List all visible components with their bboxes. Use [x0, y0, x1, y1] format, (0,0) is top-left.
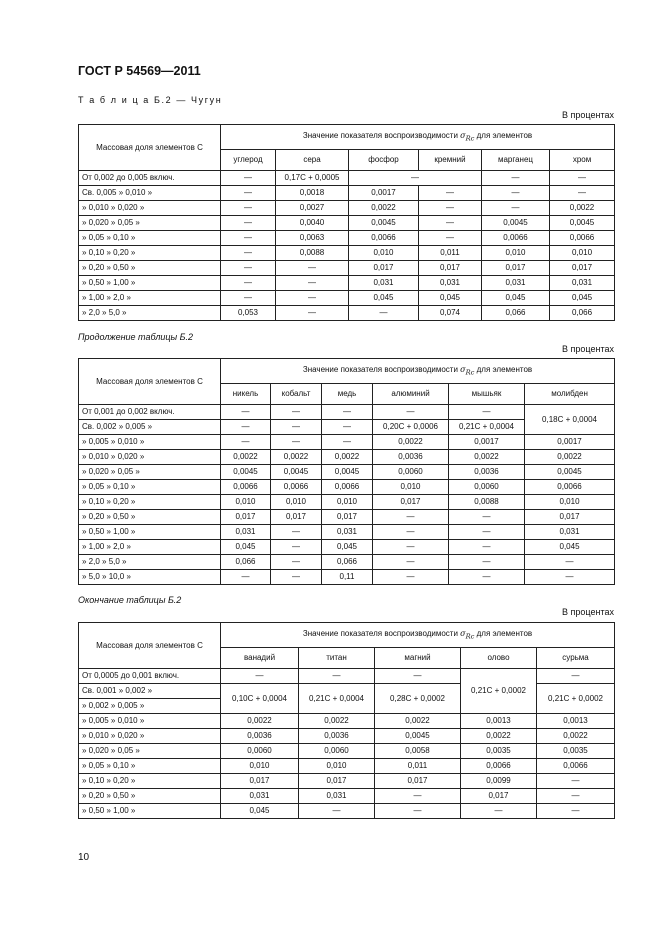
value-cell: 0,053	[221, 306, 276, 321]
value-cell: —	[221, 276, 276, 291]
column-header-element: сера	[276, 150, 349, 171]
value-cell: 0,0022	[373, 435, 449, 450]
table-row	[79, 405, 615, 420]
value-cell: —	[449, 510, 525, 525]
value-cell: 0,0035	[537, 744, 615, 759]
column-header-element: кобальт	[271, 384, 322, 405]
table-row	[79, 306, 615, 321]
table-row	[79, 291, 615, 306]
column-header-element: сурьма	[537, 648, 615, 669]
value-cell: —	[461, 804, 537, 819]
value-cell: —	[276, 276, 349, 291]
table-row	[79, 789, 615, 804]
value-cell: 0,0022	[550, 201, 615, 216]
column-header-element: молибден	[525, 384, 615, 405]
range-cell: » 0,010 » 0,020 »	[79, 729, 221, 744]
value-cell: 0,045	[419, 291, 482, 306]
table-row	[79, 729, 615, 744]
value-cell: —	[271, 525, 322, 540]
value-cell: —	[221, 246, 276, 261]
range-cell: Св. 0,005 » 0,010 »	[79, 186, 221, 201]
value-cell: —	[537, 669, 615, 684]
value-cell: 0,0066	[537, 759, 615, 774]
value-cell: 0,074	[419, 306, 482, 321]
value-cell: 0,011	[419, 246, 482, 261]
value-cell: —	[419, 186, 482, 201]
value-cell: —	[276, 306, 349, 321]
value-cell: —	[373, 525, 449, 540]
value-cell: —	[221, 405, 271, 420]
value-cell: 0,010	[221, 495, 271, 510]
value-cell: 0,031	[299, 789, 375, 804]
column-header-element: марганец	[482, 150, 550, 171]
value-cell: 0,010	[322, 495, 373, 510]
value-cell: 0,010	[221, 759, 299, 774]
value-cell: —	[322, 405, 373, 420]
value-cell: 0,0036	[449, 465, 525, 480]
value-cell: —	[271, 420, 322, 435]
value-cell: —	[271, 540, 322, 555]
table-row	[79, 510, 615, 525]
range-cell: » 0,002 » 0,005 »	[79, 699, 221, 714]
value-cell: —	[449, 405, 525, 420]
value-cell: 0,045	[322, 540, 373, 555]
range-cell: » 0,05 » 0,10 »	[79, 759, 221, 774]
value-cell: 0,010	[299, 759, 375, 774]
value-cell: —	[221, 171, 276, 186]
value-cell: 0,0060	[449, 480, 525, 495]
table-row	[79, 495, 615, 510]
column-header-mass-fraction: Массовая доля элементов С	[79, 125, 221, 171]
value-cell: —	[525, 570, 615, 585]
value-cell: —	[221, 216, 276, 231]
page-number: 10	[78, 852, 90, 863]
value-cell: —	[482, 186, 550, 201]
value-cell: 0,0022	[271, 450, 322, 465]
column-header-element: олово	[461, 648, 537, 669]
value-cell: 0,0040	[276, 216, 349, 231]
value-cell: —	[550, 171, 615, 186]
value-cell: 0,0045	[322, 465, 373, 480]
table-row	[79, 186, 615, 201]
value-cell: —	[221, 420, 271, 435]
column-header-element: углерод	[221, 150, 276, 171]
range-cell: Св. 0,001 » 0,002 »	[79, 684, 221, 699]
range-cell: » 0,10 » 0,20 »	[79, 495, 221, 510]
value-cell: 0,031	[221, 525, 271, 540]
value-cell: 0,0013	[461, 714, 537, 729]
value-cell: 0,0045	[375, 729, 461, 744]
value-cell: 0,017	[525, 510, 615, 525]
value-cell: 0,066	[482, 306, 550, 321]
value-cell: 0,0045	[525, 465, 615, 480]
table-row	[79, 540, 615, 555]
units-label-1: В процентах	[562, 110, 614, 120]
value-cell: 0,017	[322, 510, 373, 525]
value-cell: 0,017	[221, 774, 299, 789]
value-cell: —	[419, 201, 482, 216]
value-cell: 0,010	[550, 246, 615, 261]
value-cell: 0,0017	[349, 186, 419, 201]
column-group-header: Значение показателя воспроизводимости $\sigma_{Rc}$ для элементов	[221, 359, 615, 384]
value-cell: 0,20С + 0,0006	[373, 420, 449, 435]
value-cell: 0,031	[221, 789, 299, 804]
value-cell: 0,017	[271, 510, 322, 525]
value-cell-merged: 0,21С + 0,0004	[299, 684, 375, 714]
value-cell: —	[221, 291, 276, 306]
continuation-caption: Продолжение таблицы Б.2	[78, 332, 194, 342]
value-cell: 0,0013	[537, 714, 615, 729]
value-cell: 0,017	[373, 495, 449, 510]
value-cell: 0,0066	[271, 480, 322, 495]
end-caption: Окончание таблицы Б.2	[78, 595, 182, 605]
value-cell: 0,045	[221, 540, 271, 555]
value-cell: —	[373, 405, 449, 420]
value-cell: —	[482, 171, 550, 186]
value-cell: 0,0088	[276, 246, 349, 261]
value-cell: 0,031	[349, 276, 419, 291]
value-cell: 0,0066	[550, 231, 615, 246]
value-cell: 0,045	[482, 291, 550, 306]
value-cell: 0,010	[373, 480, 449, 495]
value-cell: 0,0045	[349, 216, 419, 231]
value-cell: —	[482, 201, 550, 216]
value-cell: 0,031	[482, 276, 550, 291]
table-row	[79, 759, 615, 774]
table-row	[79, 804, 615, 819]
value-cell: 0,0060	[221, 744, 299, 759]
column-header-element: кремний	[419, 150, 482, 171]
table-row	[79, 450, 615, 465]
value-cell: 0,0036	[221, 729, 299, 744]
value-cell: —	[349, 171, 482, 186]
value-cell-merged: 0,18С + 0,0004	[525, 405, 615, 435]
value-cell: 0,0018	[276, 186, 349, 201]
document-header: ГОСТ Р 54569—2011	[78, 64, 201, 78]
range-cell: » 0,005 » 0,010 »	[79, 714, 221, 729]
column-group-header: Значение показателя воспроизводимости $\sigma_{Rc}$ для элементов	[221, 623, 615, 648]
range-cell: » 2,0 » 5,0 »	[79, 306, 221, 321]
table-row	[79, 171, 615, 186]
column-header-element: медь	[322, 384, 373, 405]
value-cell: 0,0058	[375, 744, 461, 759]
value-cell: —	[349, 306, 419, 321]
range-cell: » 0,20 » 0,50 »	[79, 789, 221, 804]
range-cell: » 0,020 » 0,05 »	[79, 465, 221, 480]
range-cell: » 0,20 » 0,50 »	[79, 510, 221, 525]
value-cell: 0,0036	[299, 729, 375, 744]
value-cell: 0,0066	[322, 480, 373, 495]
units-label-3: В процентах	[562, 607, 614, 617]
range-cell: » 0,50 » 1,00 »	[79, 525, 221, 540]
value-cell: 0,0017	[525, 435, 615, 450]
value-cell: 0,010	[271, 495, 322, 510]
column-header-element: хром	[550, 150, 615, 171]
range-cell: » 0,50 » 1,00 »	[79, 804, 221, 819]
table-row	[79, 555, 615, 570]
value-cell: —	[375, 804, 461, 819]
value-cell: —	[221, 669, 299, 684]
value-cell: —	[276, 261, 349, 276]
value-cell: 0,0017	[449, 435, 525, 450]
range-cell: » 0,10 » 0,20 »	[79, 246, 221, 261]
value-cell: 0,045	[221, 804, 299, 819]
value-cell: 0,0035	[461, 744, 537, 759]
value-cell: 0,0022	[322, 450, 373, 465]
value-cell: 0,017	[550, 261, 615, 276]
range-cell: От 0,002 до 0,005 включ.	[79, 171, 221, 186]
value-cell: —	[449, 570, 525, 585]
range-cell: » 0,50 » 1,00 »	[79, 276, 221, 291]
value-cell: 0,0066	[221, 480, 271, 495]
value-cell: 0,010	[482, 246, 550, 261]
value-cell: —	[221, 201, 276, 216]
value-cell: —	[373, 510, 449, 525]
value-cell: —	[373, 555, 449, 570]
table-row	[79, 744, 615, 759]
range-cell: От 0,0005 до 0,001 включ.	[79, 669, 221, 684]
value-cell: 0,010	[349, 246, 419, 261]
value-cell: 0,066	[550, 306, 615, 321]
range-cell: » 0,020 » 0,05 »	[79, 744, 221, 759]
value-cell: 0,017	[419, 261, 482, 276]
table-row	[79, 714, 615, 729]
range-cell: » 0,10 » 0,20 »	[79, 774, 221, 789]
value-cell: —	[271, 435, 322, 450]
value-cell: 0,0022	[299, 714, 375, 729]
value-cell: —	[537, 804, 615, 819]
value-cell: 0,0060	[299, 744, 375, 759]
value-cell: —	[221, 261, 276, 276]
table-row	[79, 276, 615, 291]
value-cell: —	[271, 555, 322, 570]
table-row	[79, 774, 615, 789]
value-cell: 0,031	[322, 525, 373, 540]
table-row	[79, 201, 615, 216]
value-cell: 0,066	[322, 555, 373, 570]
value-cell: 0,031	[550, 276, 615, 291]
value-cell: —	[322, 420, 373, 435]
range-cell: » 0,005 » 0,010 »	[79, 435, 221, 450]
column-header-mass-fraction: Массовая доля элементов С	[79, 359, 221, 405]
column-header-element: ванадий	[221, 648, 299, 669]
value-cell: —	[449, 540, 525, 555]
value-cell: 0,017	[461, 789, 537, 804]
value-cell-merged: 0,10С + 0,0004	[221, 684, 299, 714]
value-cell: 0,031	[419, 276, 482, 291]
value-cell: —	[373, 570, 449, 585]
column-header-element: магний	[375, 648, 461, 669]
value-cell: 0,0022	[449, 450, 525, 465]
range-cell: » 0,20 » 0,50 »	[79, 261, 221, 276]
value-cell: —	[537, 774, 615, 789]
value-cell: 0,0045	[221, 465, 271, 480]
range-cell: » 0,010 » 0,020 »	[79, 450, 221, 465]
range-cell: Св. 0,002 » 0,005 »	[79, 420, 221, 435]
column-header-mass-fraction: Массовая доля элементов С	[79, 623, 221, 669]
value-cell: —	[419, 216, 482, 231]
column-group-header: Значение показателя воспроизводимости $\sigma_{Rc}$ для элементов	[221, 125, 615, 150]
value-cell: 0,017	[482, 261, 550, 276]
value-cell: 0,017	[349, 261, 419, 276]
value-cell: 0,0022	[461, 729, 537, 744]
table-row	[79, 570, 615, 585]
value-cell-merged: 0,21С + 0,0002	[461, 669, 537, 714]
value-cell: 0,0022	[221, 714, 299, 729]
value-cell: 0,017	[299, 774, 375, 789]
value-cell: —	[375, 669, 461, 684]
table-row	[79, 669, 615, 684]
range-cell: » 1,00 » 2,0 »	[79, 291, 221, 306]
value-cell: 0,031	[525, 525, 615, 540]
value-cell: 0,045	[550, 291, 615, 306]
value-cell: 0,0088	[449, 495, 525, 510]
range-cell: » 5,0 » 10,0 »	[79, 570, 221, 585]
value-cell: —	[221, 231, 276, 246]
range-cell: От 0,001 до 0,002 включ.	[79, 405, 221, 420]
value-cell: 0,0022	[375, 714, 461, 729]
value-cell: —	[537, 789, 615, 804]
value-cell: —	[221, 186, 276, 201]
value-cell: 0,0066	[349, 231, 419, 246]
value-cell: 0,11	[322, 570, 373, 585]
value-cell: 0,0022	[537, 729, 615, 744]
value-cell: —	[271, 405, 322, 420]
value-cell-merged: 0,28С + 0,0002	[375, 684, 461, 714]
table-row	[79, 465, 615, 480]
value-cell: 0,0045	[482, 216, 550, 231]
column-header-element: никель	[221, 384, 271, 405]
table-row	[79, 231, 615, 246]
column-header-element: алюминий	[373, 384, 449, 405]
value-cell: —	[322, 435, 373, 450]
range-cell: » 0,010 » 0,020 »	[79, 201, 221, 216]
value-cell: —	[550, 186, 615, 201]
value-cell: 0,0063	[276, 231, 349, 246]
value-cell: 0,0022	[525, 450, 615, 465]
range-cell: » 0,05 » 0,10 »	[79, 231, 221, 246]
value-cell: 0,17С + 0,0005	[276, 171, 349, 186]
value-cell: —	[276, 291, 349, 306]
value-cell: 0,0022	[221, 450, 271, 465]
column-header-element: мышьяк	[449, 384, 525, 405]
units-label-2: В процентах	[562, 344, 614, 354]
value-cell: —	[221, 435, 271, 450]
table-cast-iron-part3	[78, 622, 615, 819]
value-cell: 0,045	[525, 540, 615, 555]
table-caption: Т а б л и ц а Б.2 — Чугун	[78, 95, 223, 105]
value-cell: 0,0066	[461, 759, 537, 774]
value-cell: —	[299, 804, 375, 819]
column-header-element: фосфор	[349, 150, 419, 171]
range-cell: » 0,020 » 0,05 »	[79, 216, 221, 231]
value-cell: 0,010	[525, 495, 615, 510]
table-row	[79, 435, 615, 450]
table-row	[79, 261, 615, 276]
range-cell: » 0,05 » 0,10 »	[79, 480, 221, 495]
value-cell: 0,0045	[550, 216, 615, 231]
value-cell-merged: 0,21С + 0,0002	[537, 684, 615, 714]
value-cell: 0,045	[349, 291, 419, 306]
value-cell: 0,017	[375, 774, 461, 789]
table-row	[79, 525, 615, 540]
value-cell: 0,0099	[461, 774, 537, 789]
value-cell: —	[271, 570, 322, 585]
value-cell: —	[449, 555, 525, 570]
column-header-element: титан	[299, 648, 375, 669]
value-cell: 0,066	[221, 555, 271, 570]
table-row	[79, 480, 615, 495]
range-cell: » 2,0 » 5,0 »	[79, 555, 221, 570]
value-cell: —	[375, 789, 461, 804]
value-cell: —	[373, 540, 449, 555]
value-cell: —	[419, 231, 482, 246]
table-cast-iron-part1	[78, 124, 615, 321]
value-cell: —	[299, 669, 375, 684]
value-cell: 0,0022	[349, 201, 419, 216]
value-cell: —	[525, 555, 615, 570]
value-cell: 0,0036	[373, 450, 449, 465]
value-cell: 0,21С + 0,0004	[449, 420, 525, 435]
value-cell: 0,0027	[276, 201, 349, 216]
value-cell: 0,0060	[373, 465, 449, 480]
table-row	[79, 246, 615, 261]
value-cell: 0,017	[221, 510, 271, 525]
range-cell: » 1,00 » 2,0 »	[79, 540, 221, 555]
value-cell: 0,0066	[482, 231, 550, 246]
value-cell: 0,0045	[271, 465, 322, 480]
table-row	[79, 216, 615, 231]
value-cell: 0,0066	[525, 480, 615, 495]
value-cell: —	[449, 525, 525, 540]
table-cast-iron-part2	[78, 358, 615, 585]
value-cell: 0,011	[375, 759, 461, 774]
value-cell: —	[221, 570, 271, 585]
